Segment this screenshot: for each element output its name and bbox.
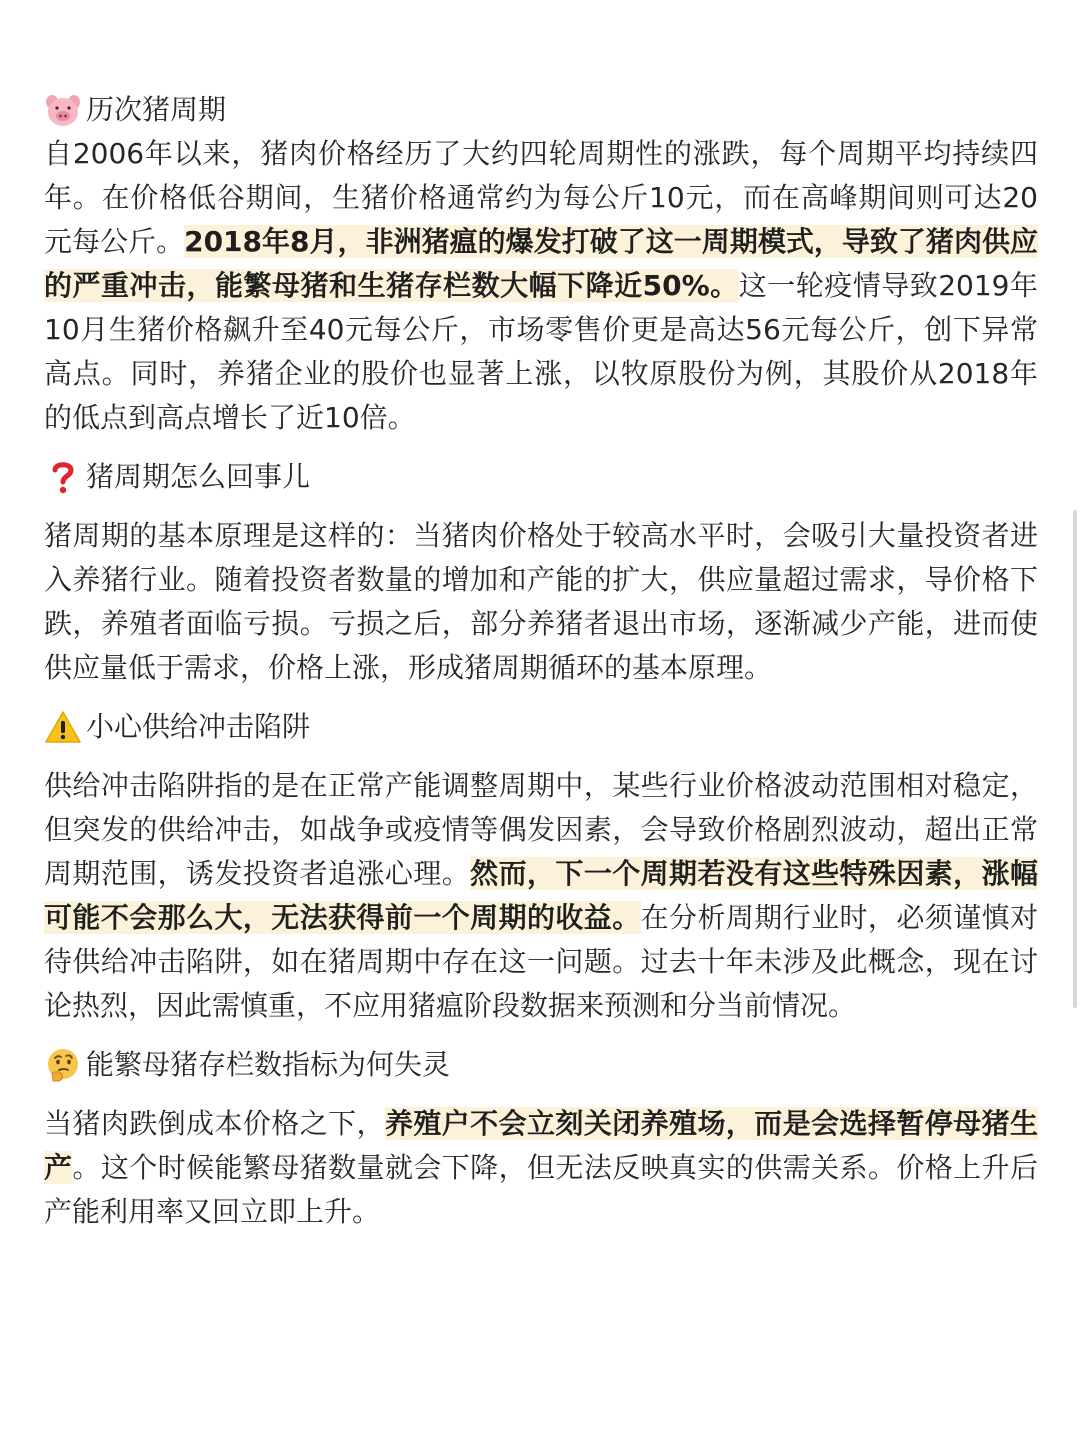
paragraph-text: 这一轮疫情导致2019年10月生猪价格飙升至40元每公斤，市场零售价更是高达56元每公斤，创下异常高点。同时，养猪企业的股价也显著上涨，以牧原股份为例，其股价从2018年的低点到高点增长了近10倍。 [44,269,1038,434]
article [44,88,1038,1234]
section-title: 历次猪周期 [86,93,227,126]
section-paragraph [44,764,1038,1028]
pig-face-icon [44,88,82,132]
highlighted-text: 然而，下一个周期若没有这些特殊因素，涨幅可能不会那么大，无法获得前一个周期的收益。 [44,857,1038,934]
section-title: 能繁母猪存栏数指标为何失灵 [86,1048,451,1081]
section-title: 小心供给冲击陷阱 [86,710,311,743]
thinking-face-icon [44,1043,82,1087]
section-paragraph [44,1102,1038,1234]
red-question-mark-icon [44,455,82,499]
section-heading-pig-cycle-history [44,88,1038,132]
highlighted-text: 2018年8月，非洲猪瘟的爆发打破了这一周期模式，导致了猪肉供应的严重冲击，能繁母猪和生猪存栏数大幅下降近50%。 [44,225,1038,302]
paragraph-text: 猪周期的基本原理是这样的：当猪肉价格处于较高水平时，会吸引大量投资者进入养猪行业。随着投资者数量的增加和产能的扩大，供应量超过需求，导价格下跌，养殖者面临亏损。亏损之后，部分养猪者退出市场，逐渐减少产能，进而使供应量低于需求，价格上涨，形成猪周期循环的基本原理。 [44,519,1038,684]
section-paragraph [44,514,1038,690]
highlighted-text: 养殖户不会立刻关闭养殖场，而是会选择暂停母猪生产 [44,1107,1038,1184]
paragraph-text: 。这个时候能繁母猪数量就会下降，但无法反映真实的供需关系。价格上升后产能利用率又回立即上升。 [44,1151,1038,1228]
paragraph-text: 当猪肉跌倒成本价格之下， [44,1107,385,1140]
section-title: 猪周期怎么回事儿 [86,460,311,493]
section-heading-pig-cycle-explained [44,455,1038,499]
section-paragraph [44,132,1038,440]
paragraph-text: 供给冲击陷阱指的是在正常产能调整周期中，某些行业价格波动范围相对稳定，但突发的供给冲击，如战争或疫情等偶发因素，会导致价格剧烈波动，超出正常周期范围，诱发投资者追涨心理。 [44,769,1038,890]
paragraph-text: 自2006年以来，猪肉价格经历了大约四轮周期性的涨跌，每个周期平均持续四年。在价格低谷期间，生猪价格通常约为每公斤10元，而在高峰期间则可达20元每公斤。 [44,137,1038,258]
section-heading-sow-inventory-indicator [44,1043,1038,1087]
warning-icon [44,705,82,749]
section-heading-supply-shock-trap [44,705,1038,749]
paragraph-text: 在分析周期行业时，必须谨慎对待供给冲击陷阱，如在猪周期中存在这一问题。过去十年未涉及此概念，现在讨论热烈，因此需慎重，不应用猪瘟阶段数据来预测和分当前情况。 [44,901,1038,1022]
vertical-scrollbar[interactable] [1073,510,1077,1008]
